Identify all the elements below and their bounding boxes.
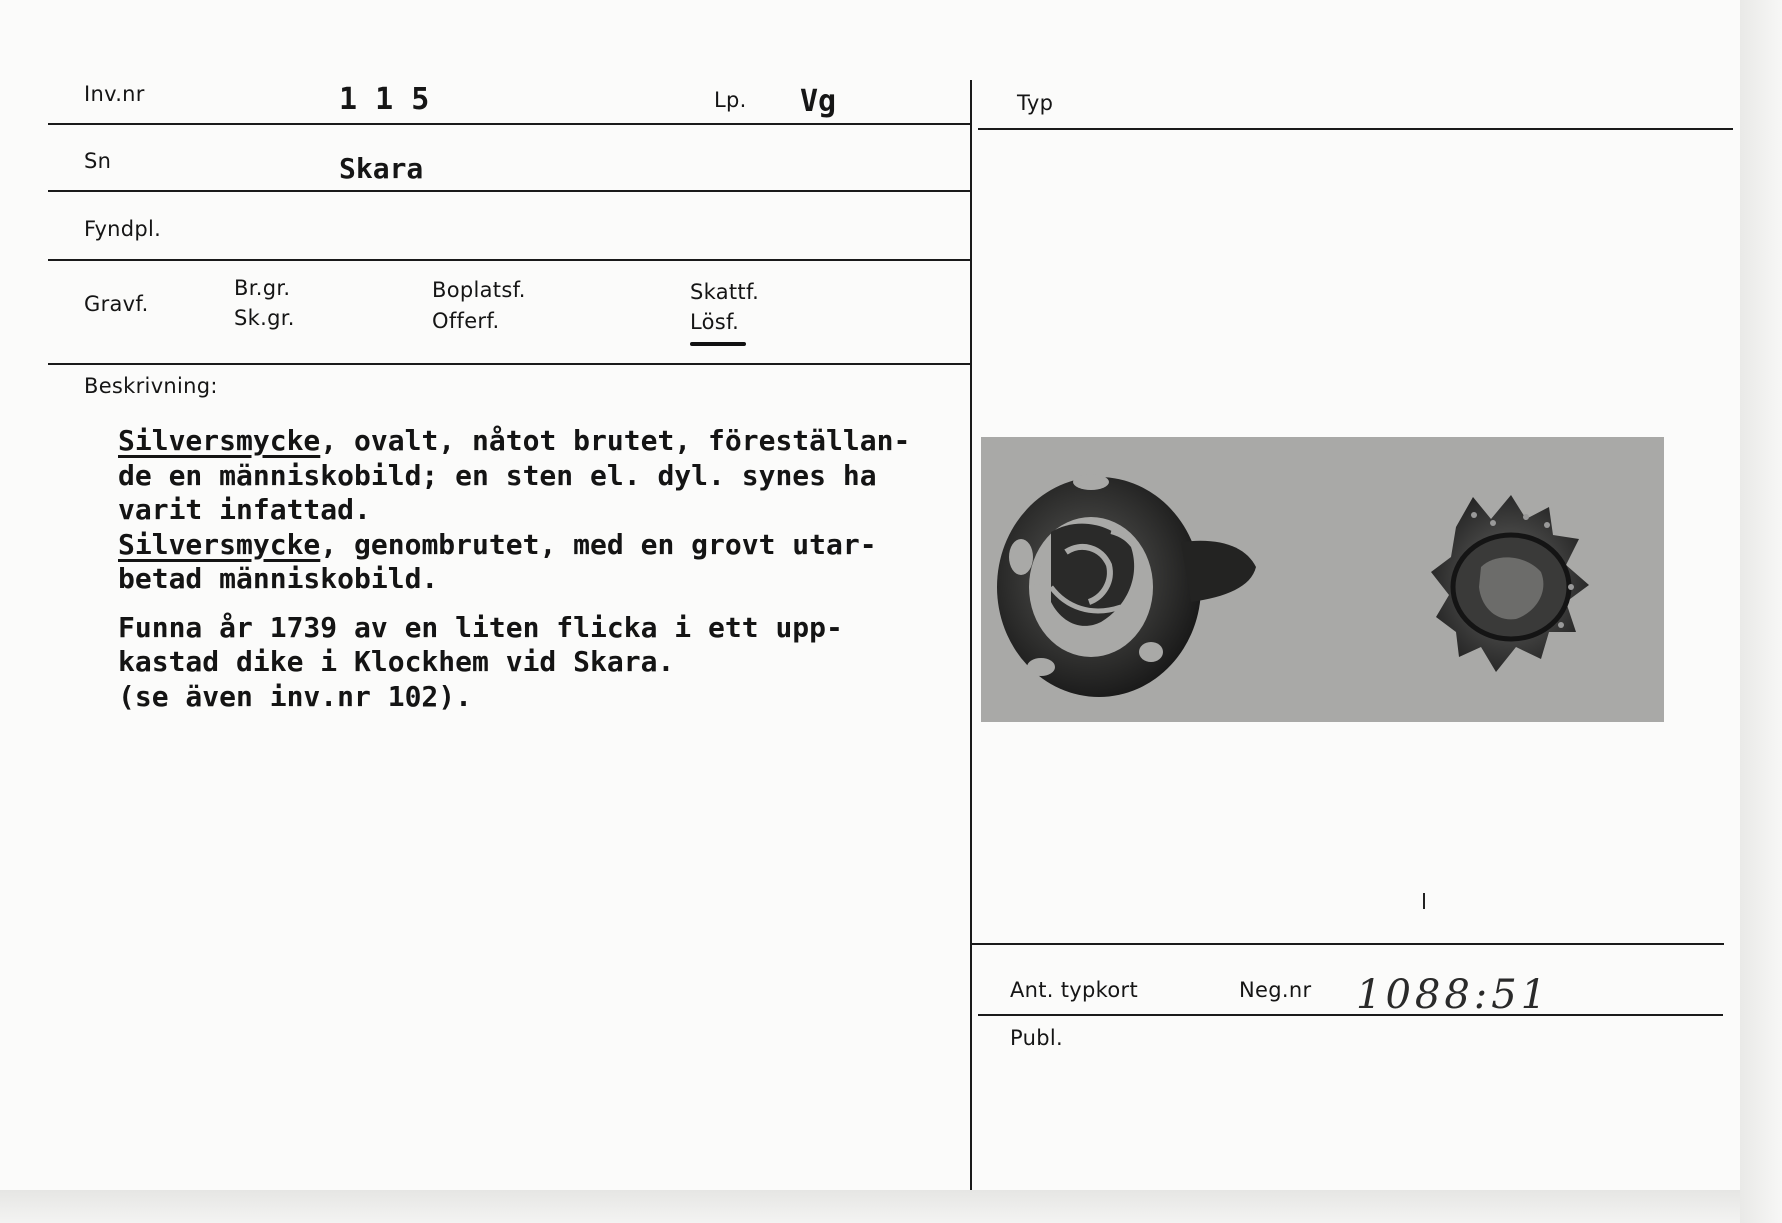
losf-selected-mark [690, 342, 746, 346]
br-gr-label: Br.gr. [234, 276, 291, 300]
description-text [118, 424, 910, 714]
artifact-photo [981, 437, 1664, 722]
fyndpl-label: Fyndpl. [84, 217, 162, 241]
description-line: de en människobild; en sten el. dyl. synes ha [118, 458, 877, 492]
silver-pendant-openwork [997, 474, 1256, 697]
ant-typkort-label: Ant. typkort [1010, 978, 1138, 1002]
publ-label: Publ. [1010, 1026, 1063, 1050]
silver-pendant-star [1431, 495, 1589, 672]
object-name: Silversmycke [118, 527, 321, 561]
beskrivning-label: Beskrivning: [84, 374, 218, 398]
rule-bottom-top [971, 943, 1724, 945]
inv-nr-value: 1 1 5 [339, 82, 430, 117]
typ-label: Typ [1017, 91, 1054, 115]
rule-typ [978, 128, 1733, 130]
column-divider [970, 80, 972, 1190]
artifact-photo-image [981, 437, 1664, 722]
lp-label: Lp. [714, 88, 747, 112]
description-line: varit infattad. [118, 493, 371, 526]
boplatsf-label: Boplatsf. [432, 278, 526, 302]
rule-fyndpl [48, 259, 972, 261]
skattf-label: Skattf. [690, 280, 760, 304]
rule-sn [48, 190, 972, 192]
object-name: Silversmycke [118, 424, 321, 457]
sn-value: Skara [339, 152, 424, 185]
description-line: betad människobild. [118, 562, 439, 595]
find-line: Funna år 1739 av en liten flicka i ett upp- [118, 610, 843, 644]
offerf-label: Offerf. [432, 309, 500, 333]
rule-gravf [48, 363, 972, 365]
sn-label: Sn [84, 149, 112, 173]
losf-label: Lösf. [690, 310, 740, 334]
description-line: Silversmycke, genombrutet, med en grovt utar- [118, 527, 877, 561]
neg-nr-label: Neg.nr [1239, 978, 1312, 1002]
find-line: kastad dike i Klockhem vid Skara. [118, 645, 675, 678]
gravf-label: Gravf. [84, 292, 149, 316]
description-line: Silversmycke, ovalt, nåtot brutet, föreställan- [118, 424, 911, 457]
rule-ant-typkort [978, 1014, 1723, 1016]
rule-inv [48, 123, 972, 125]
tick-mark [1423, 893, 1425, 909]
sk-gr-label: Sk.gr. [234, 306, 295, 330]
card-edge-right [1740, 0, 1782, 1223]
card-edge-bottom [0, 1190, 1740, 1223]
find-line: (se även inv.nr 102). [118, 679, 473, 713]
lp-value: Vg [800, 84, 837, 119]
neg-nr-value: 1088:51 [1356, 972, 1551, 1018]
inv-nr-label: Inv.nr [84, 82, 145, 106]
